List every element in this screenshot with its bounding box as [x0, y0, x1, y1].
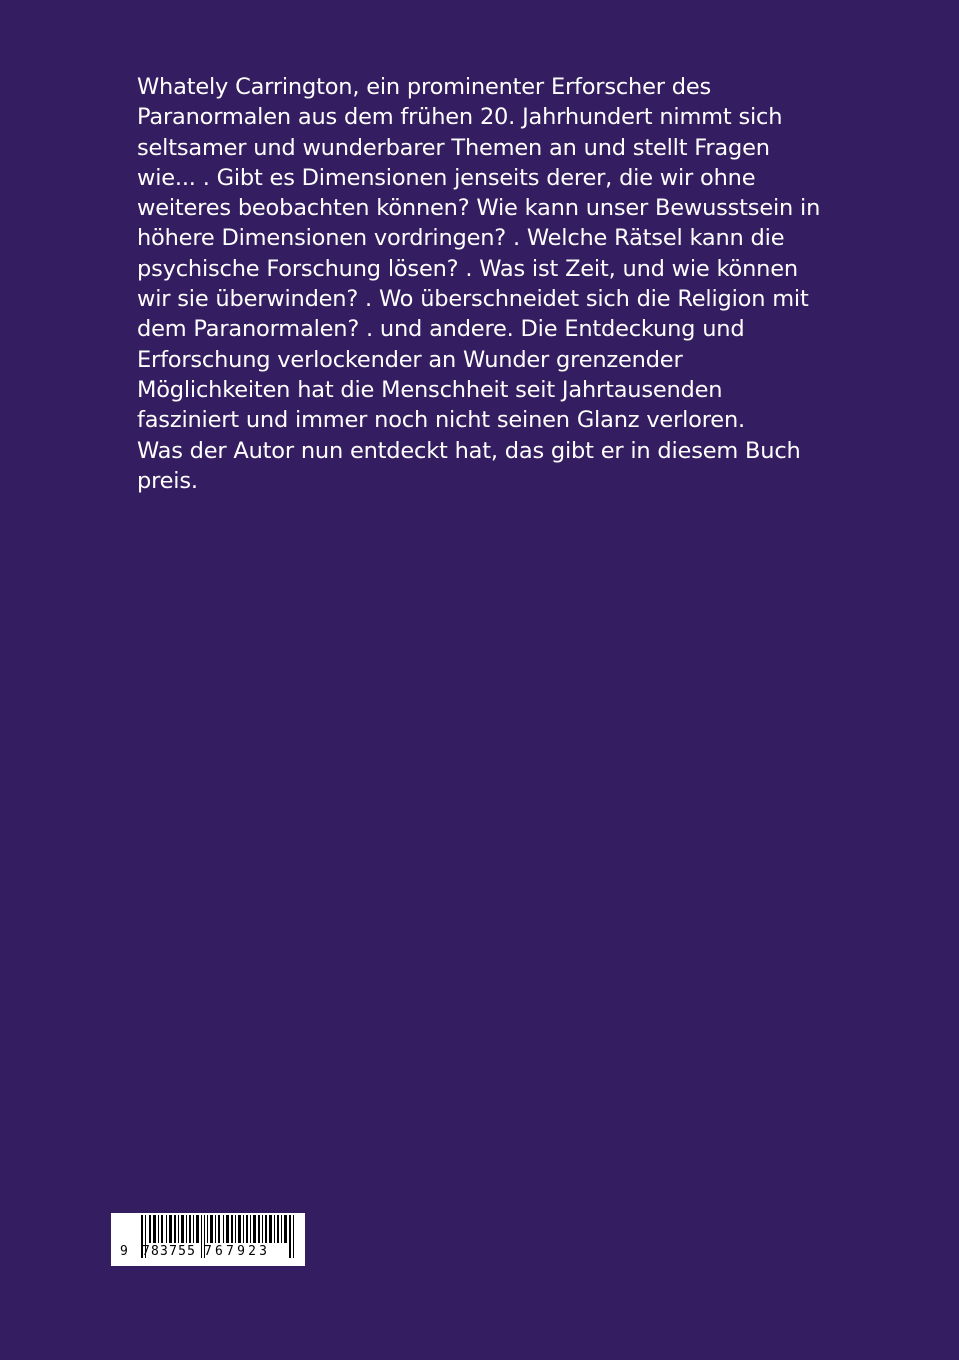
blurb-line: wir sie überwinden? . Wo überschneidet sich die Religion mit [137, 286, 809, 313]
barcode-digit-first: 9 [120, 1244, 128, 1259]
blurb-line: wie... . Gibt es Dimensionen jenseits derer, die wir ohne [137, 164, 756, 191]
blurb-line: Möglichkeiten hat die Menschheit seit Jahrtausenden [137, 376, 723, 403]
blurb-line: dem Paranormalen? . und andere. Die Entdeckung und [137, 316, 745, 343]
blurb-line: fasziniert und immer noch nicht seinen Glanz verloren. [137, 407, 745, 434]
barcode-digits-left: 783755 [142, 1244, 197, 1259]
barcode-digits [111, 1242, 305, 1262]
blurb-line: Erforschung verlockender an Wunder grenzender [137, 346, 683, 373]
blurb-line: seltsamer und wunderbarer Themen an und stellt Fragen [137, 134, 770, 161]
isbn-barcode [111, 1213, 305, 1266]
blurb-text [137, 72, 827, 496]
barcode-digits-right: 767923 [204, 1244, 271, 1259]
blurb-line: Paranormalen aus dem frühen 20. Jahrhundert nimmt sich [137, 104, 783, 131]
blurb-line: höhere Dimensionen vordringen? . Welche Rätsel kann die [137, 225, 785, 252]
blurb-line: weiteres beobachten können? Wie kann unser Bewusstsein in [137, 195, 821, 222]
blurb-line: psychische Forschung lösen? . Was ist Zeit, und wie können [137, 255, 798, 282]
blurb-line: Whately Carrington, ein prominenter Erforscher des [137, 74, 711, 100]
blurb-line: preis. [137, 467, 198, 494]
blurb-line: Was der Autor nun entdeckt hat, das gibt er in diesem Buch [137, 437, 801, 464]
